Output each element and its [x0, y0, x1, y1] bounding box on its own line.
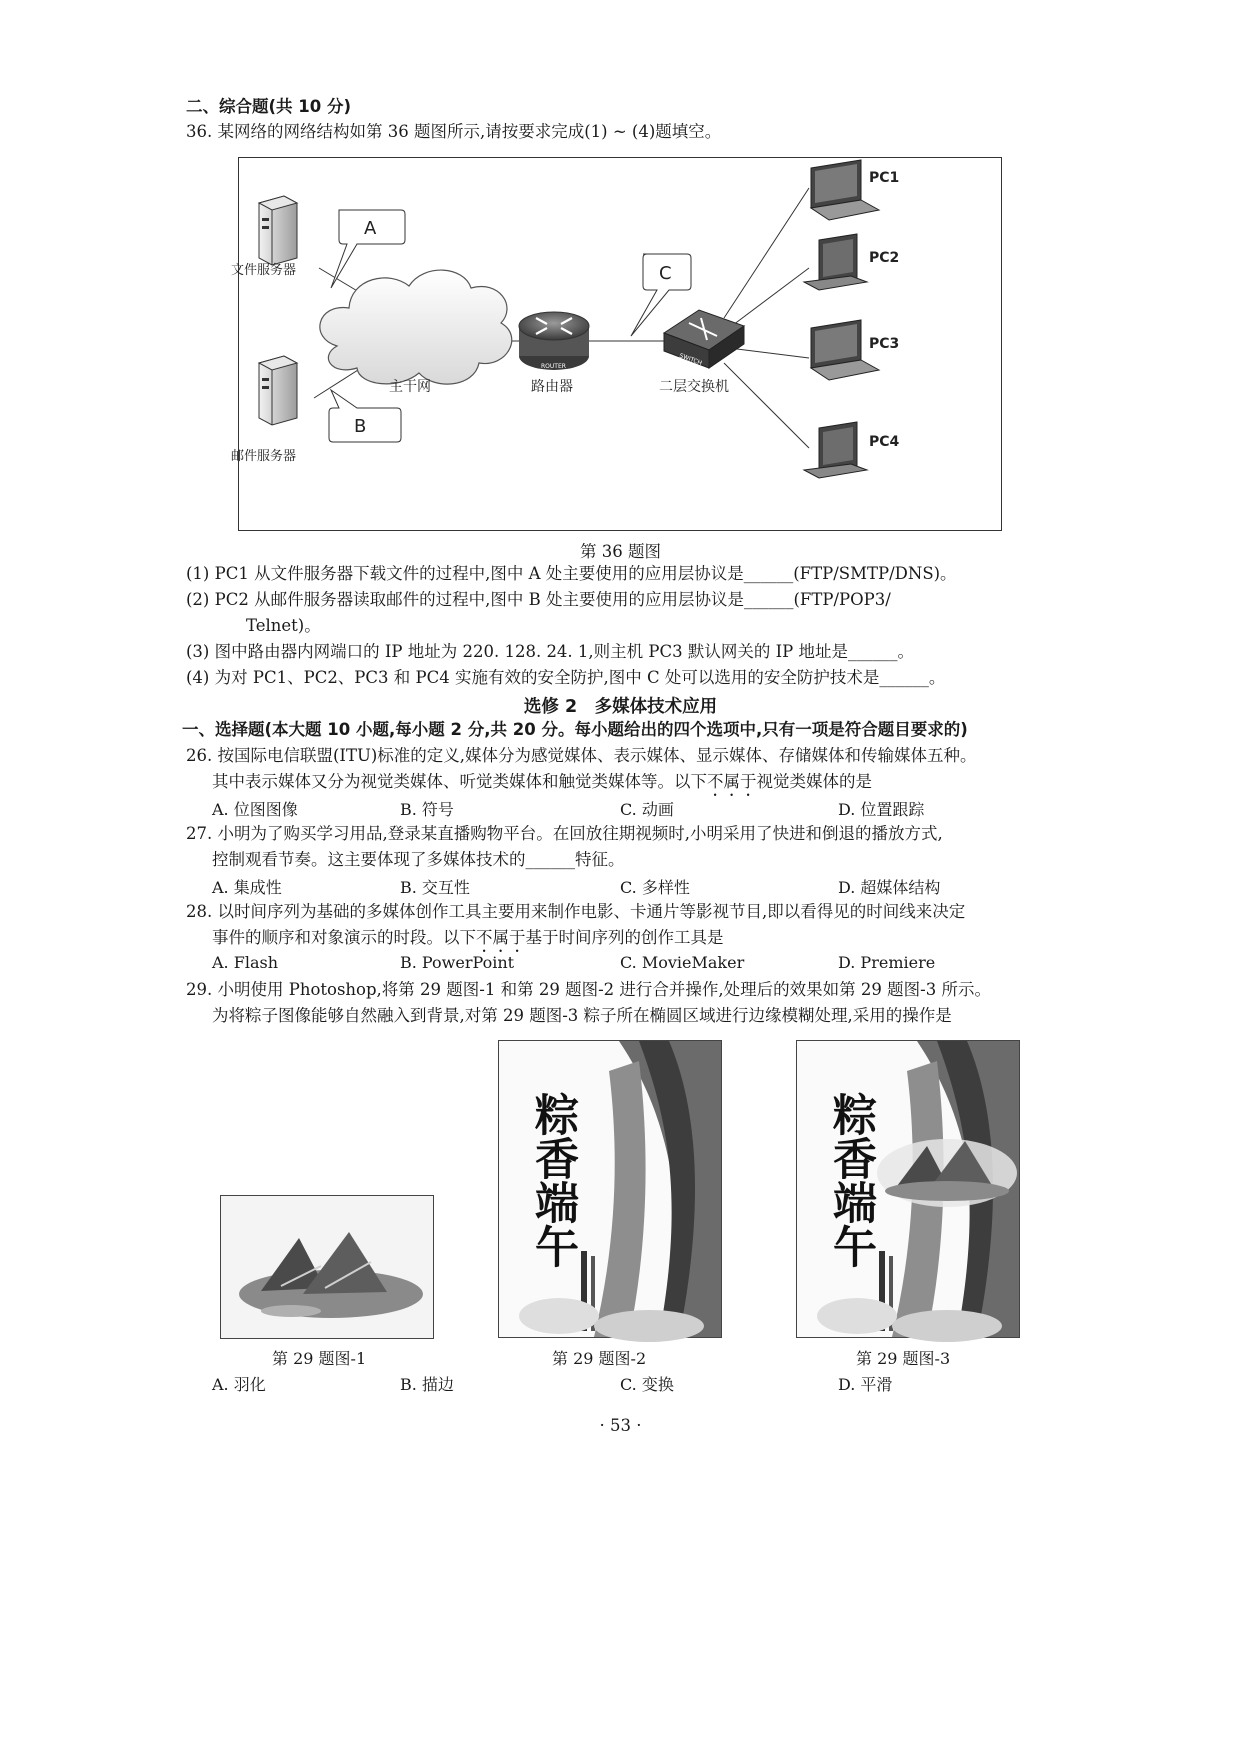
- file-server-icon: [259, 196, 297, 265]
- q36-stem: 36. 某网络的网络结构如第 36 题图所示,请按要求完成(1) ~ (4)题填空。: [186, 122, 722, 141]
- q29-option-a[interactable]: A. 羽化: [212, 1375, 266, 1394]
- q36-sub3: (3) 图中路由器内网端口的 IP 地址为 220. 128. 24. 1,则主机 PC3 默认网关的 IP 地址是______。: [186, 642, 914, 661]
- pc3-label: PC3: [869, 336, 900, 352]
- figure-29-3-caption: 第 29 题图-3: [856, 1349, 951, 1368]
- q27-option-c[interactable]: C. 多样性: [620, 878, 690, 897]
- q26-line2-pre: 其中表示媒体又分为视觉类媒体、听觉类媒体和触觉类媒体等。以下: [212, 772, 707, 791]
- q27-line2: 控制观看节奏。这主要体现了多媒体技术的______特征。: [212, 850, 625, 869]
- q27-option-a[interactable]: A. 集成性: [212, 878, 282, 897]
- q26-line2: [212, 771, 872, 800]
- q26-option-d[interactable]: D. 位置跟踪: [838, 800, 925, 819]
- q26-option-c[interactable]: C. 动画: [620, 800, 674, 819]
- callout-c-label: C: [659, 263, 672, 284]
- figure-29-1-image: [220, 1195, 434, 1339]
- q28-option-a[interactable]: A. Flash: [212, 953, 278, 972]
- callout-b-label: B: [354, 416, 367, 437]
- mail-server-label: 邮件服务器: [231, 449, 297, 464]
- q28-option-c[interactable]: C. MovieMaker: [620, 953, 745, 972]
- page-number: · 53 ·: [599, 1416, 642, 1435]
- figure-29-2-caption: 第 29 题图-2: [552, 1349, 647, 1368]
- q27-option-d[interactable]: D. 超媒体结构: [838, 878, 941, 897]
- q29-line2: 为将粽子图像能够自然融入到背景,对第 29 题图-3 粽子所在椭圆区域进行边缘模糊处理,采用的操作是: [212, 1006, 952, 1025]
- q26-line2-emphasis: 不属于: [707, 772, 757, 791]
- q36-sub4: (4) 为对 PC1、PC2、PC3 和 PC4 实施有效的安全防护,图中 C 处可以选用的安全防护技术是______。: [186, 668, 946, 687]
- q36-sub1: (1) PC1 从文件服务器下载文件的过程中,图中 A 处主要使用的应用层协议是______(FTP/SMTP/DNS)。: [186, 564, 957, 583]
- switch-chip-label: SWITCH: [678, 352, 703, 367]
- router-icon: [519, 312, 589, 370]
- figure-29-2-poster-title: 粽香端午: [527, 1092, 578, 1268]
- q26-option-a[interactable]: A. 位图图像: [212, 800, 298, 819]
- q29-option-d[interactable]: D. 平滑: [838, 1375, 893, 1394]
- q29-option-c[interactable]: C. 变换: [620, 1375, 674, 1394]
- q29-option-b[interactable]: B. 描边: [400, 1375, 454, 1394]
- q28-option-d[interactable]: D. Premiere: [838, 953, 936, 972]
- elective-title: 选修 2 多媒体技术应用: [523, 697, 718, 717]
- q26-line2-post: 视觉类媒体的是: [756, 772, 872, 791]
- backbone-cloud: [320, 270, 512, 384]
- pc2-label: PC2: [869, 250, 900, 266]
- q29-line1: 29. 小明使用 Photoshop,将第 29 题图-1 和第 29 题图-2 进行合并操作,处理后的效果如第 29 题图-3 所示。: [186, 980, 991, 999]
- figure-29-1-caption: 第 29 题图-1: [272, 1349, 367, 1368]
- figure-36-caption: 第 36 题图: [580, 542, 661, 561]
- q28-line2-emphasis: 不属于: [476, 928, 526, 947]
- q36-sub2-line1: (2) PC2 从邮件服务器读取邮件的过程中,图中 B 处主要使用的应用层协议是______(FTP/POP3/: [186, 590, 891, 609]
- q28-line2-pre: 事件的顺序和对象演示的时段。以下: [212, 928, 476, 947]
- q28-line2: [212, 927, 724, 956]
- q27-option-b[interactable]: B. 交互性: [400, 878, 470, 897]
- q28-line1: 28. 以时间序列为基础的多媒体创作工具主要用来制作电影、卡通片等影视节目,即以看得见的时间线来决定: [186, 902, 966, 921]
- pc2-desktop-icon: [804, 234, 867, 290]
- router-label: 路由器: [531, 379, 573, 395]
- backbone-label: 主干网: [389, 379, 431, 395]
- section-heading-choice: 一、选择题(本大题 10 小题,每小题 2 分,共 20 分。每小题给出的四个选项中,只有一项是符合题目要求的): [182, 720, 968, 739]
- router-chip-label: ROUTER: [541, 363, 566, 370]
- network-diagram: [231, 157, 1002, 531]
- q26-line1: 26. 按国际电信联盟(ITU)标准的定义,媒体分为感觉媒体、表示媒体、显示媒体、存储媒体和传输媒体五种。: [186, 746, 977, 765]
- pc1-laptop-icon: [811, 160, 879, 220]
- pc1-label: PC1: [869, 170, 900, 186]
- switch-label: 二层交换机: [659, 379, 729, 395]
- q28-option-b[interactable]: B. PowerPoint: [400, 953, 515, 972]
- mail-server-icon: [259, 356, 297, 425]
- section-heading-comprehensive: 二、综合题(共 10 分): [186, 97, 352, 116]
- pc4-label: PC4: [869, 434, 900, 450]
- switch-icon: [664, 310, 744, 368]
- q27-line1: 27. 小明为了购买学习用品,登录某直播购物平台。在回放往期视频时,小明采用了快进和倒退的播放方式,: [186, 824, 943, 843]
- figure-29-3-poster-title: 粽香端午: [825, 1092, 876, 1268]
- q28-line2-post: 基于时间序列的创作工具是: [525, 928, 724, 947]
- q26-option-b[interactable]: B. 符号: [400, 800, 454, 819]
- file-server-label: 文件服务器: [231, 263, 297, 278]
- pc4-desktop-icon: [804, 422, 867, 478]
- callout-a-label: A: [364, 218, 377, 239]
- q36-sub2-line2: Telnet)。: [246, 616, 321, 635]
